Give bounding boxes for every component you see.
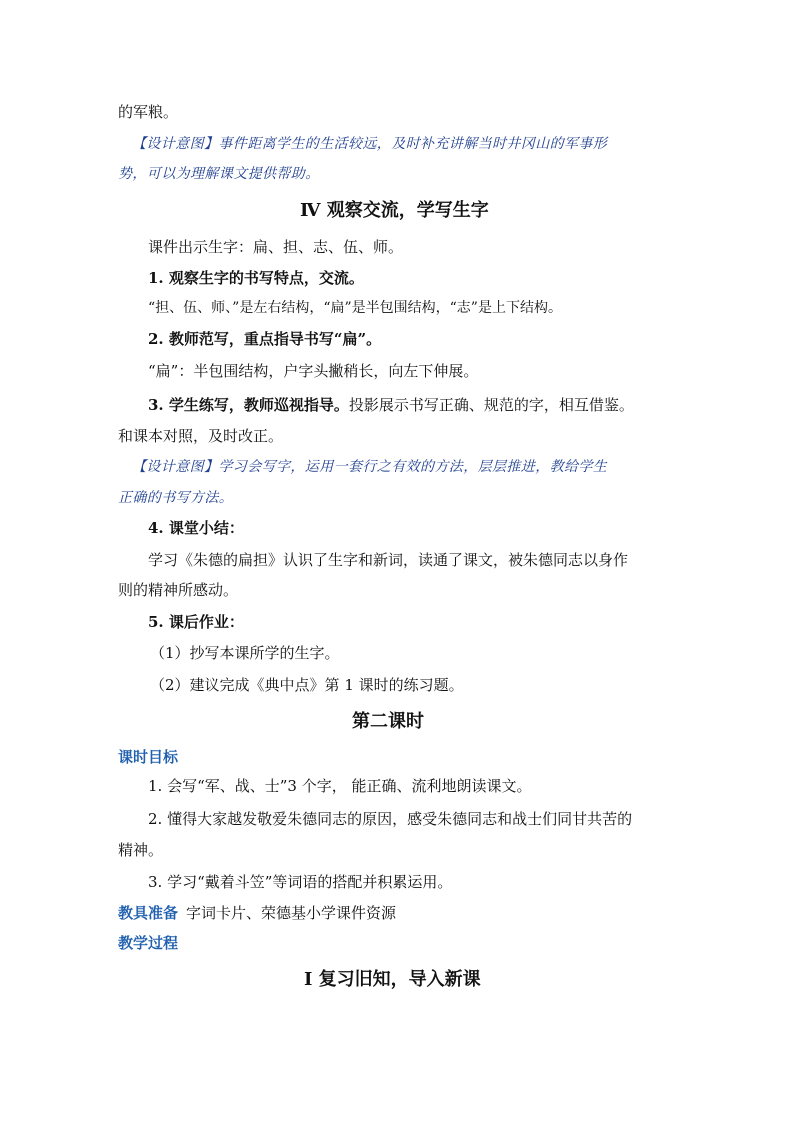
section-heading: Ⅳ 观察交流，学写生字: [300, 200, 489, 221]
numbered-heading: 5. 课后作业：: [148, 613, 244, 631]
design-note-text: 事件距离学生的生活较远，及时补充讲解当时井冈山的军事形: [218, 136, 608, 152]
materials-text: 字词卡片、荣德基小学课件资源: [186, 904, 397, 922]
section-heading: Ⅰ 复习旧知，导入新课: [304, 969, 481, 990]
design-note-label: 【设计意图】: [132, 136, 219, 152]
paragraph-line: “担、伍、师、”是左右结构，“扁”是半包围结构，“志”是上下结构。: [148, 300, 562, 316]
paragraph-line: 课件出示生字：扁、担、志、伍、师。: [148, 238, 404, 256]
design-note-text: 学习会写字，运用一套行之有效的方法，层层推进，教给学生: [218, 459, 608, 475]
lesson-heading: 第二课时: [352, 711, 424, 732]
design-note-continued: 正确的书写方法。: [118, 490, 234, 506]
paragraph-line: 学习《朱德的扁担》认识了生字和新词，读通了课文，被朱德同志以身作: [148, 551, 629, 569]
paragraph-text: 投影展示书写正确、规范的字，相互借鉴。: [348, 396, 634, 414]
paragraph-line: “扁”：半包围结构，户字头撇稍长，向左下伸展。: [148, 362, 479, 380]
paragraph-line: [148, 395, 634, 415]
design-note: [132, 457, 607, 477]
section-label: 课时目标: [118, 748, 179, 766]
list-item: （2）建议完成《典中点》第 1 课时的练习题。: [150, 676, 464, 694]
objective-item: 1. 会写“军、战、士”3 个字， 能正确、流利地朗读课文。: [148, 777, 532, 795]
paragraph-line: 和课本对照，及时改正。: [118, 427, 284, 445]
design-note-continued: 势，可以为理解课文提供帮助。: [118, 166, 320, 182]
paragraph-line: 的军粮。: [118, 103, 179, 121]
section-label: 教学过程: [118, 934, 179, 952]
numbered-heading: 3. 学生练写，教师巡视指导。: [148, 396, 349, 414]
objective-item: 2. 懂得大家越发敬爱朱德同志的原因，感受朱德同志和战士们同甘共苦的: [148, 810, 633, 828]
paragraph-line: 则的精神所感动。: [118, 581, 239, 599]
numbered-heading: 1. 观察生字的书写特点，交流。: [148, 269, 364, 287]
design-note-label: 【设计意图】: [132, 459, 219, 475]
list-item: （1）抄写本课所学的生字。: [150, 644, 340, 662]
numbered-heading: 4. 课堂小结：: [148, 519, 244, 537]
objective-item: 3. 学习“戴着斗笠”等词语的搭配并积累运用。: [148, 873, 453, 891]
numbered-heading: 2. 教师范写，重点指导书写“扁”。: [148, 330, 382, 348]
materials-line: [118, 903, 396, 923]
section-label: 教具准备: [118, 904, 179, 922]
design-note: [132, 134, 607, 154]
objective-item-continued: 精神。: [118, 841, 164, 859]
